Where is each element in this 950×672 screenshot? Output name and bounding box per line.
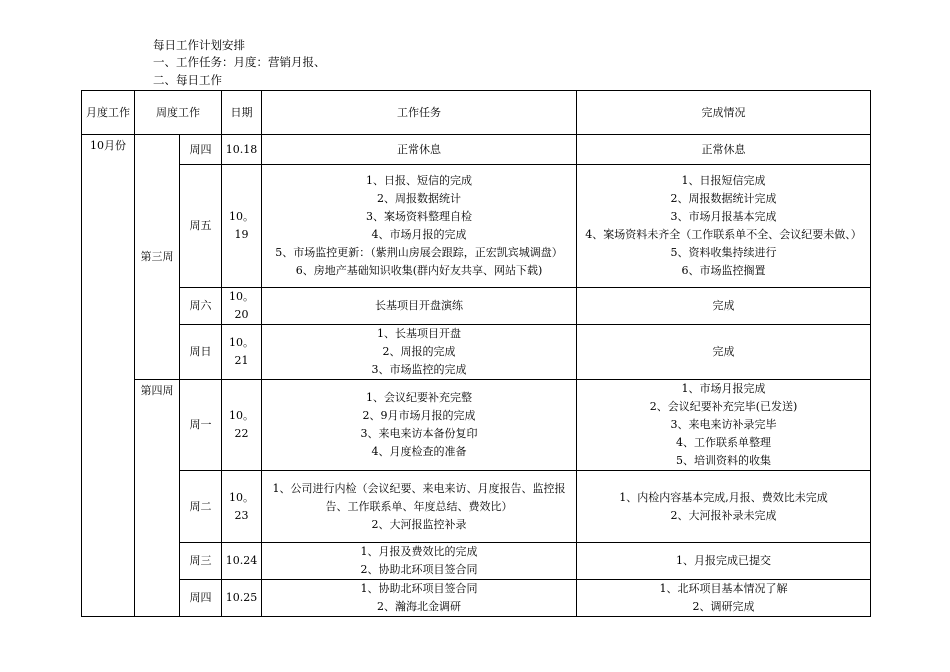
cell-line: 6、房地产基础知识收集(群内好友共享、网站下载) <box>295 264 543 277</box>
done-cell <box>577 288 871 325</box>
cell-line: 2、周报数据统计完成 <box>670 192 777 205</box>
done-cell <box>577 543 871 580</box>
week-cell-3: 第三周 <box>135 135 180 380</box>
day-cell: 周四 <box>180 135 222 165</box>
day-cell: 周三 <box>180 543 222 580</box>
daily-plan-table <box>81 90 871 617</box>
cell-line: 1、日报、短信的完成 <box>366 174 472 187</box>
cell-line: 3、案场资料整理自检 <box>366 210 472 223</box>
cell-line: 5、资料收集持续进行 <box>670 246 777 259</box>
task-cell <box>262 135 577 165</box>
cell-line: 2、9月市场月报的完成 <box>362 409 476 422</box>
section-heading-tasks: 一、工作任务：月度：营销月报、 <box>153 55 326 69</box>
task-cell <box>262 288 577 325</box>
table-row <box>82 471 871 543</box>
table-row <box>82 288 871 325</box>
cell-line: 4、案场资料未齐全（工作联系单不全、会议纪要未做、） <box>585 228 862 241</box>
day-cell: 周四 <box>180 580 222 617</box>
cell-line: 3、市场监控的完成 <box>371 363 467 376</box>
done-cell <box>577 380 871 471</box>
table-header-row <box>82 91 871 135</box>
cell-line: 完成 <box>712 299 735 312</box>
date-cell: 10。22 <box>222 380 262 471</box>
cell-line: 2、调研完成 <box>692 600 755 613</box>
day-cell: 周一 <box>180 380 222 471</box>
header-month: 月度工作 <box>82 91 135 135</box>
table-row <box>82 580 871 617</box>
cell-line: 1、北环项目基本情况了解 <box>659 582 788 595</box>
done-cell <box>577 580 871 617</box>
table-row <box>82 135 871 165</box>
day-cell: 周二 <box>180 471 222 543</box>
header-done: 完成情况 <box>577 91 871 135</box>
table-row <box>82 165 871 288</box>
cell-line: 1、市场月报完成 <box>681 382 766 395</box>
cell-line: 6、市场监控搁置 <box>681 264 766 277</box>
task-cell <box>262 380 577 471</box>
done-cell <box>577 471 871 543</box>
day-cell: 周六 <box>180 288 222 325</box>
date-cell: 10。19 <box>222 165 262 288</box>
table-row <box>82 380 871 471</box>
cell-line: 3、市场月报基本完成 <box>670 210 777 223</box>
cell-line: 2、周报的完成 <box>382 345 456 358</box>
day-cell: 周日 <box>180 325 222 380</box>
date-cell: 10。20 <box>222 288 262 325</box>
cell-line: 5、市场监控更新：（紫荆山房展会跟踪，正宏凯宾城调盘） <box>275 246 563 259</box>
cell-line: 长基项目开盘演练 <box>375 299 463 312</box>
cell-line: 2、会议纪要补充完毕(已发送) <box>649 400 798 413</box>
document-title: 每日工作计划安排 <box>153 38 245 52</box>
task-cell <box>262 165 577 288</box>
cell-line: 2、大河报监控补录 <box>371 517 467 531</box>
cell-line: 1、月报完成已提交 <box>676 554 771 567</box>
date-cell: 10。21 <box>222 325 262 380</box>
cell-line: 正常休息 <box>397 142 441 156</box>
cell-line: 2、瀚海北金调研 <box>377 600 461 613</box>
date-cell: 10.25 <box>222 580 262 617</box>
section-heading-daily: 二、每日工作 <box>153 73 222 87</box>
table-row <box>82 325 871 380</box>
cell-line: 1、内检内容基本完成,月报、费效比未完成 <box>619 490 828 504</box>
cell-line: 5、培训资料的收集 <box>676 454 771 467</box>
cell-line: 1、会议纪要补充完整 <box>366 391 472 404</box>
task-cell <box>262 471 577 543</box>
week-cell-4: 第四周 <box>135 380 180 617</box>
cell-line: 2、大河报补录未完成 <box>670 508 777 522</box>
day-cell: 周五 <box>180 165 222 288</box>
date-cell: 10.24 <box>222 543 262 580</box>
cell-line: 1、日报短信完成 <box>681 174 766 187</box>
cell-line: 4、月度检查的准备 <box>371 445 467 458</box>
header-week: 周度工作 <box>135 91 222 135</box>
task-cell <box>262 580 577 617</box>
date-cell: 10.18 <box>222 135 262 165</box>
cell-line: 1、协助北环项目签合同 <box>360 582 478 595</box>
table-row <box>82 543 871 580</box>
cell-line: 4、市场月报的完成 <box>371 228 467 241</box>
cell-line: 2、协助北环项目签合同 <box>360 563 478 576</box>
cell-line: 1、月报及费效比的完成 <box>360 545 478 558</box>
header-task: 工作任务 <box>262 91 577 135</box>
cell-line: 3、来电来访本备份复印 <box>360 427 478 440</box>
done-cell <box>577 135 871 165</box>
cell-line: 1、公司进行内检（会议纪要、来电来访、月度报告、监控报告、工作联系单、年度总结、费效比） <box>272 481 566 513</box>
cell-line: 完成 <box>712 345 735 358</box>
cell-line: 1、长基项目开盘 <box>377 327 461 340</box>
cell-line: 正常休息 <box>701 142 746 156</box>
cell-line: 4、工作联系单整理 <box>676 436 771 449</box>
task-cell <box>262 325 577 380</box>
date-cell: 10。23 <box>222 471 262 543</box>
cell-line: 3、来电来访补录完毕 <box>670 418 777 431</box>
cell-line: 2、周报数据统计 <box>377 192 461 205</box>
task-cell <box>262 543 577 580</box>
done-cell <box>577 325 871 380</box>
month-cell: 10月份 <box>82 135 135 617</box>
done-cell <box>577 165 871 288</box>
header-date: 日期 <box>222 91 262 135</box>
